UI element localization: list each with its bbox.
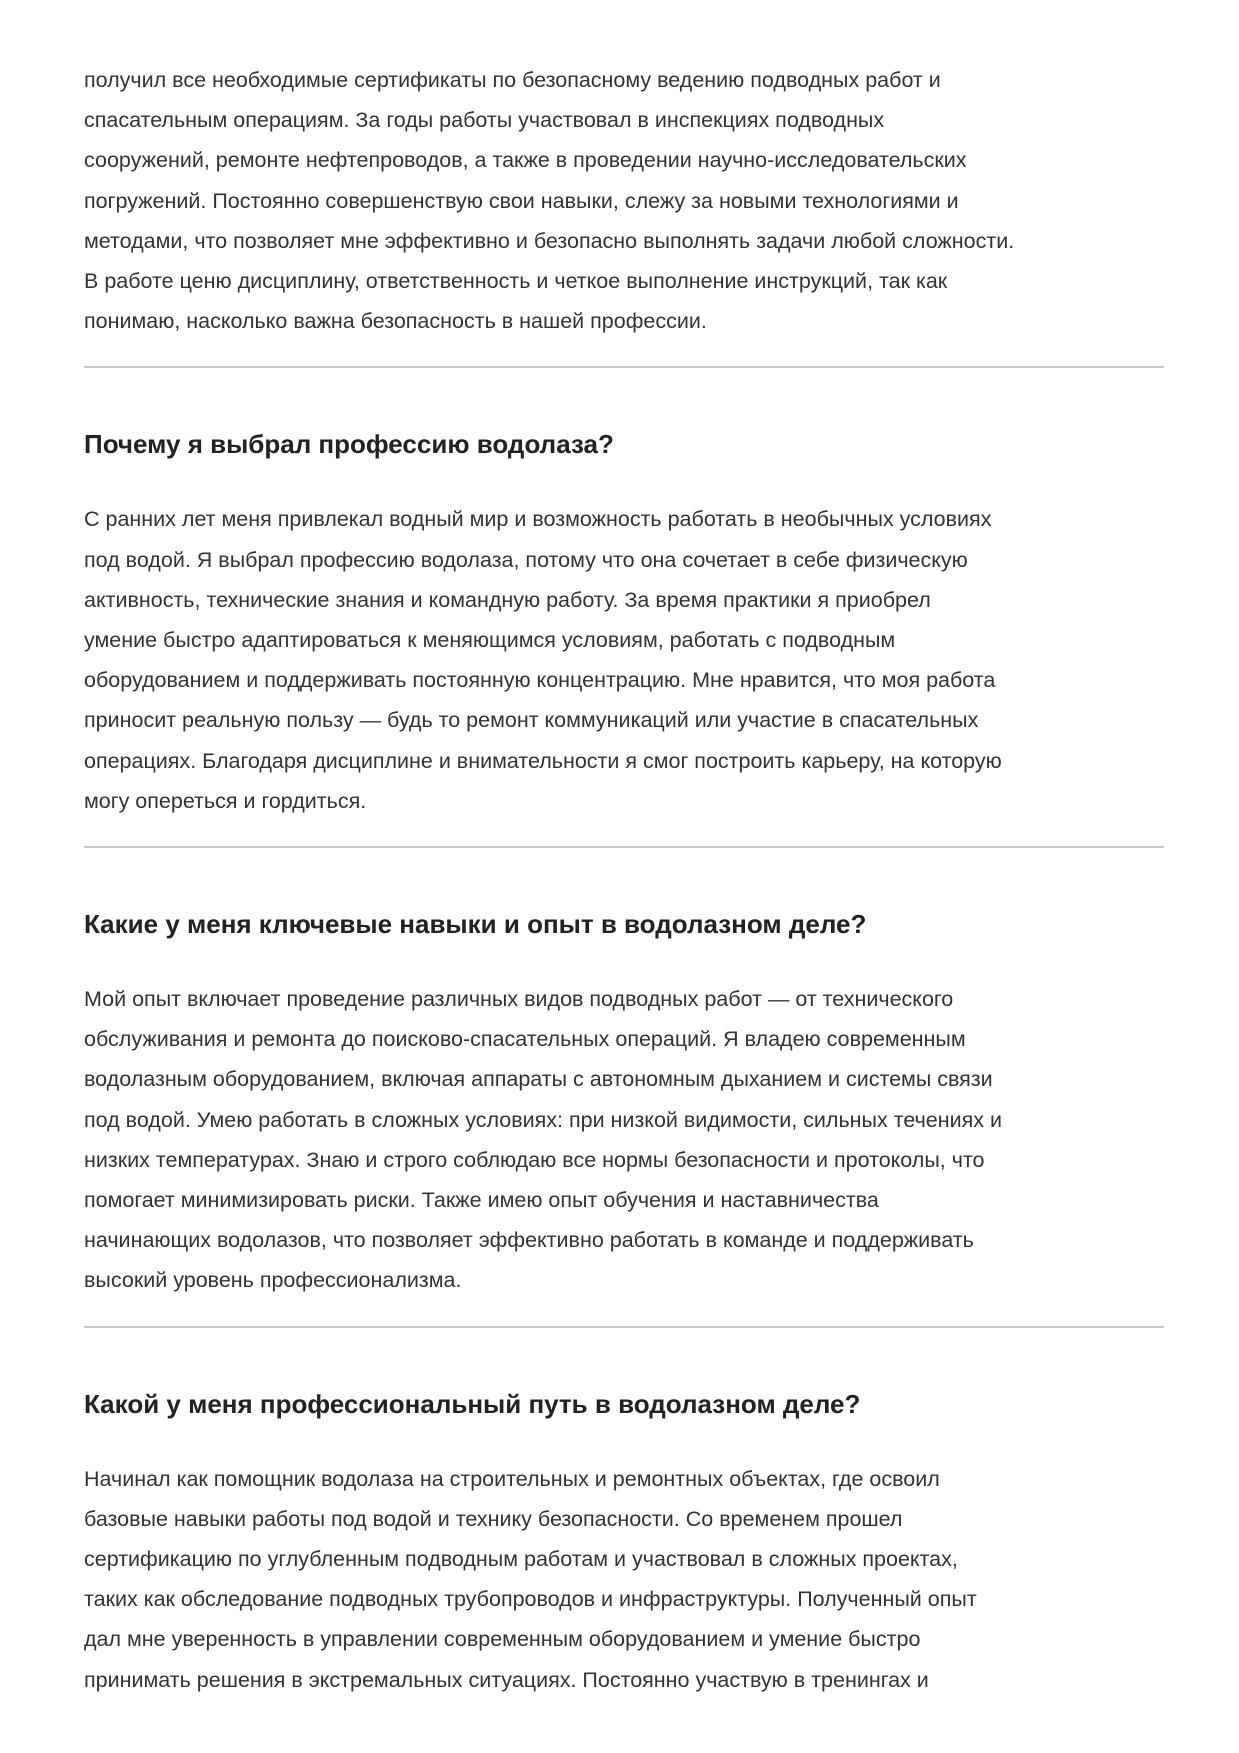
text-line: высокий уровень профессионализма. xyxy=(84,1268,462,1293)
divider xyxy=(84,366,1164,368)
text-line: дал мне уверенность в управлении современным оборудованием и умение быстро xyxy=(84,1627,921,1652)
text-line: активность, технические знания и командную работу. За время практики я приобрел xyxy=(84,587,931,612)
text-line: оборудованием и поддерживать постоянную концентрацию. Мне нравится, что моя работа xyxy=(84,668,996,693)
text-line: методами, что позволяет мне эффективно и безопасно выполнять задачи любой сложности. xyxy=(84,228,1015,253)
text-line: водолазным оборудованием, включая аппараты с автономным дыханием и системы связи xyxy=(84,1067,993,1092)
text-line: принимать решения в экстремальных ситуациях. Постоянно участвую в тренингах и xyxy=(84,1667,929,1692)
text-line: под водой. Умею работать в сложных условиях: при низкой видимости, сильных течениях и xyxy=(84,1107,1002,1132)
text-line: помогает минимизировать риски. Также имею опыт обучения и наставничества xyxy=(84,1188,879,1213)
text-line: обслуживания и ремонта до поисково-спасательных операций. Я владею современным xyxy=(84,1027,966,1052)
text-line: умение быстро адаптироваться к меняющимся условиям, работать с подводным xyxy=(84,628,896,653)
text-line: погружений. Постоянно совершенствую свои навыки, слежу за новыми технологиями и xyxy=(84,188,959,213)
text-line: таких как обследование подводных трубопроводов и инфраструктуры. Полученный опыт xyxy=(84,1587,977,1612)
text-line: С ранних лет меня привлекал водный мир и возможность работать в необычных условиях xyxy=(84,507,992,532)
text-line: сооружений, ремонте нефтепроводов, а также в проведении научно-исследовательских xyxy=(84,148,967,173)
text-line: получил все необходимые сертификаты по безопасному ведению подводных работ и xyxy=(84,68,941,92)
section-heading-skills: Какие у меня ключевые навыки и опыт в водолазном деле? xyxy=(84,909,867,940)
section-paragraph-skills xyxy=(84,979,1164,1301)
section-heading-career-path: Какой у меня профессиональный путь в водолазном деле? xyxy=(84,1388,861,1419)
text-line: Начинал как помощник водолаза на строительных и ремонтных объектах, где освоил xyxy=(84,1466,940,1491)
divider xyxy=(84,1326,1164,1328)
text-line: сертификацию по углубленным подводным работам и участвовал в сложных проектах, xyxy=(84,1547,958,1572)
section-paragraph-career-path xyxy=(84,1459,1164,1700)
text-line: низких температурах. Знаю и строго соблюдаю все нормы безопасности и протоколы, что xyxy=(84,1147,985,1172)
text-line: операциях. Благодаря дисциплине и внимательности я смог построить карьеру, на которую xyxy=(84,748,1002,773)
text-line: В работе ценю дисциплину, ответственность и четкое выполнение инструкций, так как xyxy=(84,269,948,294)
text-line: начинающих водолазов, что позволяет эффективно работать в команде и поддерживать xyxy=(84,1228,974,1253)
text-line: приносит реальную пользу — будь то ремонт коммуникаций или участие в спасательных xyxy=(84,708,979,733)
text-line: под водой. Я выбрал профессию водолаза, потому что она сочетает в себе физическую xyxy=(84,547,968,572)
text-line: спасательным операциям. За годы работы участвовал в инспекциях подводных xyxy=(84,108,885,133)
text-line: базовые навыки работы под водой и технику безопасности. Со временем прошел xyxy=(84,1506,903,1531)
text-line: понимаю, насколько важна безопасность в нашей профессии. xyxy=(84,309,707,334)
divider xyxy=(84,846,1164,848)
intro-paragraph xyxy=(84,60,1164,341)
text-line: Мой опыт включает проведение различных видов подводных работ — от технического xyxy=(84,987,954,1012)
section-heading-why-diver: Почему я выбрал профессию водолаза? xyxy=(84,429,614,460)
text-line: могу опереться и гордиться. xyxy=(84,788,367,813)
section-paragraph-why-diver xyxy=(84,499,1164,821)
